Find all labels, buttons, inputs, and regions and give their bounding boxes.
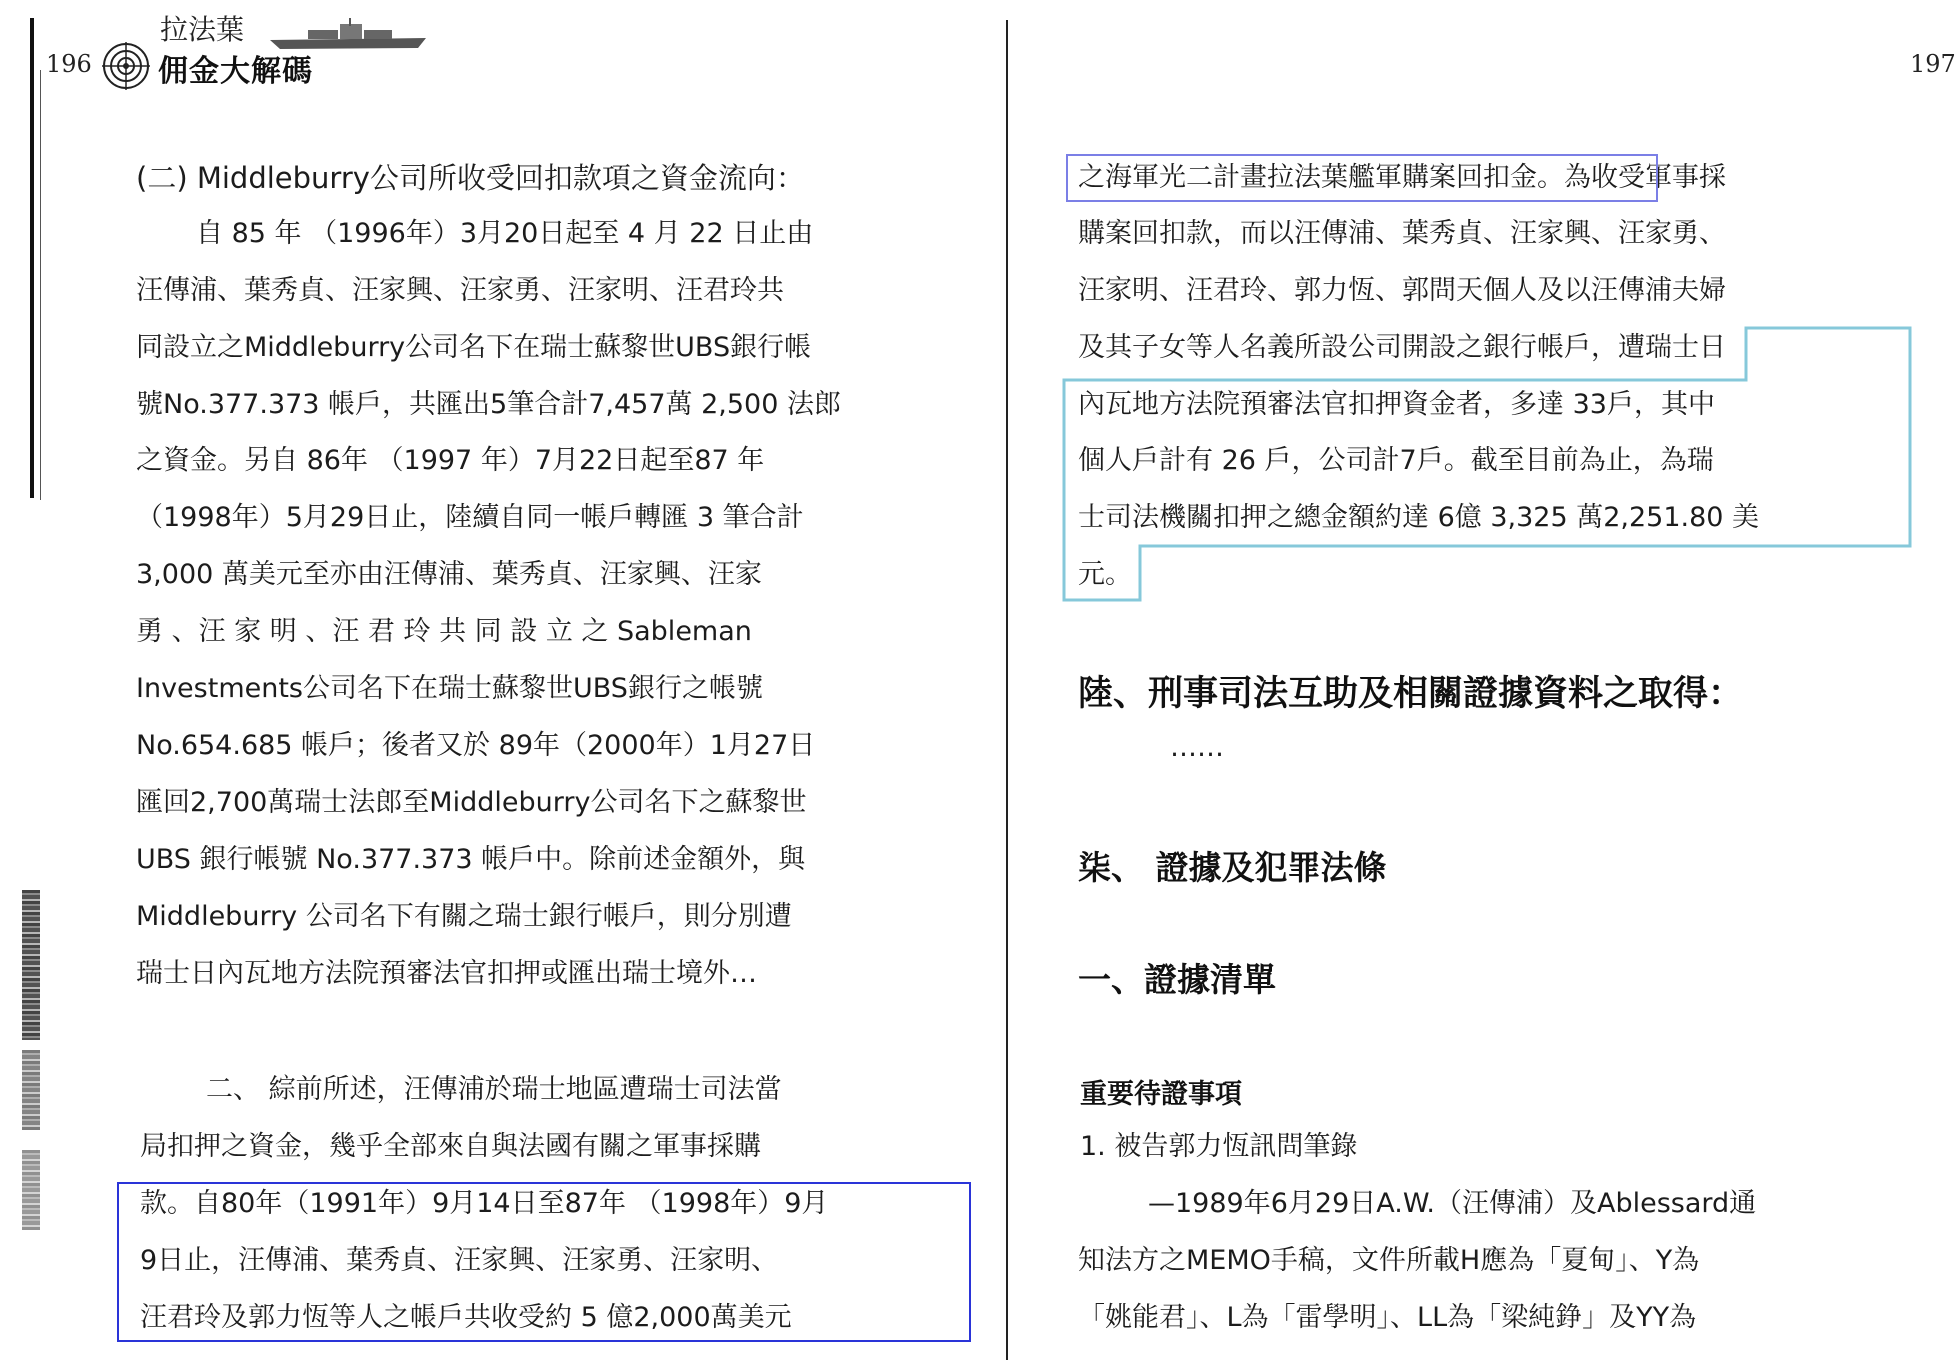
margin-rule [30, 18, 34, 498]
text-line: 元。 [1078, 559, 1132, 590]
text-line: 內瓦地方法院預審法官扣押資金者，多達 33戶，其中 [1078, 389, 1715, 420]
text-line: 局扣押之資金，幾乎全部來自與法國有關之軍事採購 [140, 1131, 761, 1162]
margin-rule-thin [40, 70, 41, 500]
text-line: 「姚能君」、L為「雷學明」、LL為「梁純錚」及YY為 [1078, 1302, 1697, 1333]
text-line: 3,000 萬美元至亦由汪傳浦、葉秀貞、汪家興、汪家 [136, 559, 762, 590]
text-line: 汪家明、汪君玲、郭力恆、郭問天個人及以汪傳浦夫婦 [1078, 275, 1726, 306]
boxed-text: 之海軍光二計畫拉法葉艦軍購案回扣金 [1078, 162, 1537, 193]
book-spine [1006, 20, 1008, 1360]
section-heading-6: 陸、刑事司法互助及相關證據資料之取得： [1078, 673, 1744, 714]
text-line: Middleburry 公司名下有關之瑞士銀行帳戶，則分別遭 [136, 901, 792, 932]
text-line: 購案回扣款，而以汪傳浦、葉秀貞、汪家興、汪家勇、 [1078, 218, 1726, 249]
text-line: —1989年6月29日A.W.（汪傳浦）及Ablessard通 [1148, 1188, 1757, 1219]
text-line: 號No.377.373 帳戶，共匯出5筆合計7,457萬 2,500 法郎 [136, 389, 841, 420]
ellipsis-text: …… [1170, 732, 1224, 763]
right-page-number: 197 [1910, 50, 1956, 78]
book-title: 佣金大解碼 [158, 54, 313, 89]
text-line: 款。自80年（1991年）9月14日至87年 （1998年）9月 [140, 1188, 829, 1219]
text-line [1078, 160, 1726, 196]
section-heading-7: 柒、 證據及犯罪法條 [1078, 848, 1387, 887]
text-line: 瑞士日內瓦地方法院預審法官扣押或匯出瑞士境外… [136, 958, 757, 989]
text-line: 9日止，汪傳浦、葉秀貞、汪家興、汪家勇、汪家明、 [140, 1245, 779, 1276]
section-title: (二) Middleburry公司所收受回扣款項之資金流向： [136, 161, 805, 195]
text-line: （1998年）5月29日止，陸續自同一帳戶轉匯 3 筆合計 [136, 502, 804, 533]
facts-subheading: 重要待證事項 [1080, 1079, 1242, 1110]
scan-artifact [22, 890, 40, 1040]
evidence-list-heading: 一、證據清單 [1078, 960, 1276, 999]
left-page-number: 196 [46, 50, 92, 78]
text-line: 知法方之MEMO手稿，文件所載H應為「夏甸」、Y為 [1078, 1245, 1700, 1276]
text-line: 汪傳浦、葉秀貞、汪家興、汪家勇、汪家明、汪君玲共 [136, 275, 784, 306]
crosshair-target-icon [102, 42, 150, 90]
scan-artifact [22, 1050, 40, 1130]
item-title: 1. 被告郭力恆訊問筆錄 [1080, 1131, 1358, 1162]
text-line: 匯回2,700萬瑞士法郎至Middleburry公司名下之蘇黎世 [136, 787, 807, 818]
text-line: UBS 銀行帳號 No.377.373 帳戶中。除前述金額外，與 [136, 844, 806, 875]
text-line: 及其子女等人名義所設公司開設之銀行帳戶，遭瑞士日 [1078, 332, 1726, 363]
text-line: Investments公司名下在瑞士蘇黎世UBS銀行之帳號 [136, 673, 763, 704]
text-fragment: 。為收受軍事採 [1537, 162, 1726, 193]
text-line: 之資金。另自 86年 （1997 年）7月22日起至87 年 [136, 445, 765, 476]
text-line: 自 85 年 （1996年）3月20日起至 4 月 22 日止由 [196, 218, 814, 249]
text-line: No.654.685 帳戶；後者又於 89年（2000年）1月27日 [136, 730, 816, 761]
highlight-outline [1058, 318, 1916, 608]
series-title: 拉法葉 [160, 13, 245, 46]
text-line: 汪君玲及郭力恆等人之帳戶共收受約 5 億2,000萬美元 [140, 1302, 792, 1333]
scan-artifact [22, 1150, 40, 1230]
text-line: 同設立之Middleburry公司名下在瑞士蘇黎世UBS銀行帳 [136, 332, 812, 363]
text-line: 士司法機關扣押之總金額約達 6億 3,325 萬2,251.80 美 [1078, 502, 1760, 533]
text-line: 個人戶計有 26 戶，公司計7戶。截至目前為止，為瑞 [1078, 445, 1714, 476]
text-line: 勇 、汪 家 明 、汪 君 玲 共 同 設 立 之 Sableman [136, 616, 752, 647]
text-line: 二、 綜前所述，汪傳浦於瑞士地區遭瑞士司法當 [206, 1074, 782, 1105]
